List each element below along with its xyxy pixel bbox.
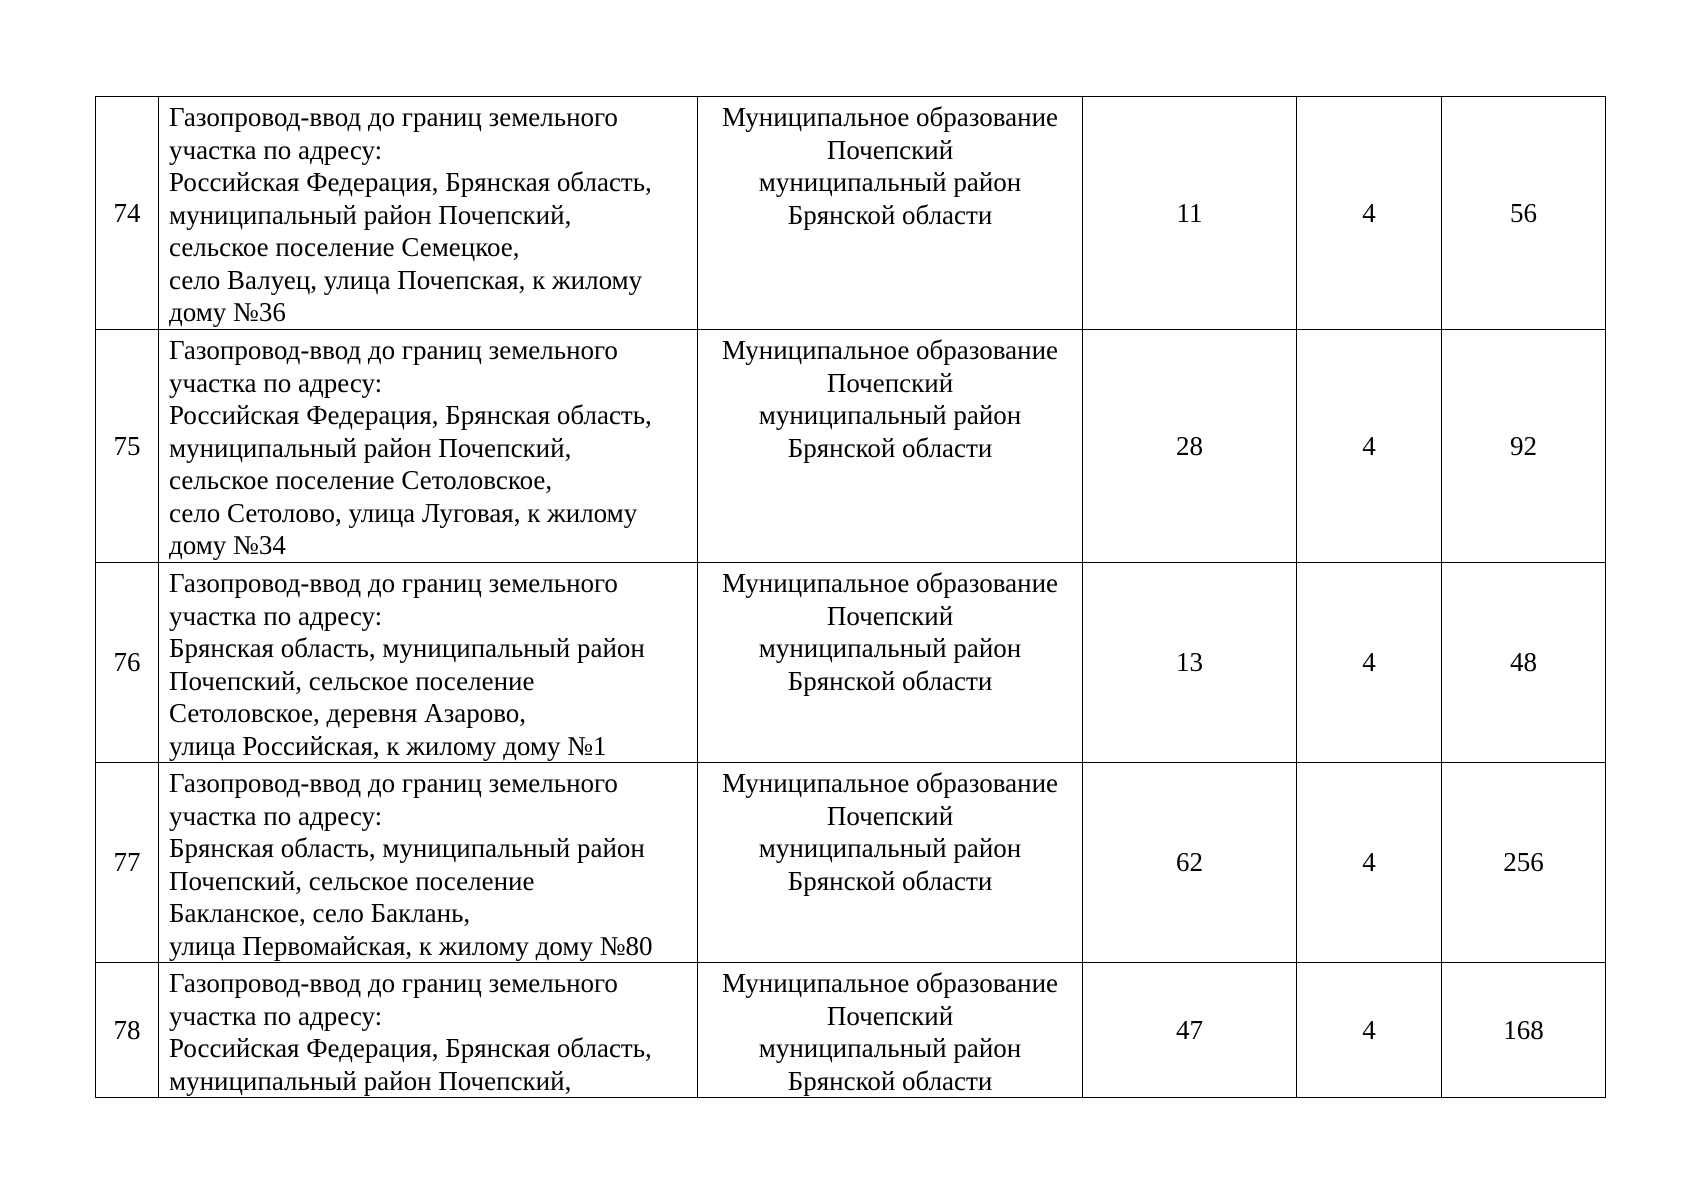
object-line: участка по адресу: xyxy=(169,134,383,165)
object-line: Российская Федерация, Брянская область, xyxy=(169,167,652,197)
object-line: муниципальный район Почепский, xyxy=(169,1065,572,1096)
row-number: 78 xyxy=(96,963,159,1098)
row-number: 77 xyxy=(96,763,159,963)
object-line: Брянская область, муниципальный район xyxy=(169,833,645,863)
value-col6: 256 xyxy=(1442,763,1606,963)
owner-line: Почепский xyxy=(826,600,954,631)
object-line: участка по адресу: xyxy=(169,600,383,631)
table-row xyxy=(96,97,1606,330)
object-line: дому №36 xyxy=(169,297,286,327)
value-col4: 13 xyxy=(1083,563,1297,763)
value-col5: 4 xyxy=(1297,97,1442,330)
value-col4: 47 xyxy=(1083,963,1297,1098)
value-col5: 4 xyxy=(1297,963,1442,1098)
object-line: Почепский, сельское поселение xyxy=(169,665,535,696)
owner-line: Почепский xyxy=(826,800,954,831)
object-line: село Валуец, улица Почепская, к жилому xyxy=(169,264,643,295)
value-col6: 168 xyxy=(1442,963,1606,1098)
owner-cell xyxy=(698,563,1083,763)
object-description xyxy=(159,963,698,1098)
owner-line: муниципальный район xyxy=(758,400,1022,430)
owner-line: Муниципальное образование xyxy=(721,568,1059,598)
value-col6: 56 xyxy=(1442,97,1606,330)
value-col4: 62 xyxy=(1083,763,1297,963)
object-line: улица Первомайская, к жилому дому №80 xyxy=(169,930,653,961)
object-line: участка по адресу: xyxy=(169,800,383,831)
owner-line: Муниципальное образование xyxy=(721,335,1059,365)
value-col6: 92 xyxy=(1442,330,1606,563)
owner-cell xyxy=(698,963,1083,1098)
table-row xyxy=(96,963,1606,1098)
owner-line: Почепский xyxy=(826,1000,954,1031)
table-row xyxy=(96,563,1606,763)
object-line: Брянская область, муниципальный район xyxy=(169,633,645,663)
object-line: Бакланское, село Баклань, xyxy=(169,898,471,928)
value-col4: 11 xyxy=(1083,97,1297,330)
owner-line: Брянской области xyxy=(787,865,993,896)
object-description xyxy=(159,330,698,563)
owner-line: Муниципальное образование xyxy=(721,768,1059,798)
object-line: Газопровод-ввод до границ земельного xyxy=(169,768,618,798)
row-number: 76 xyxy=(96,563,159,763)
owner-cell xyxy=(698,97,1083,330)
object-line: Почепский, сельское поселение xyxy=(169,865,535,896)
owner-line: Муниципальное образование xyxy=(721,102,1059,132)
owner-line: Брянской области xyxy=(787,1065,993,1096)
object-description xyxy=(159,97,698,330)
owner-cell xyxy=(698,763,1083,963)
value-col5: 4 xyxy=(1297,763,1442,963)
object-line: Газопровод-ввод до границ земельного xyxy=(169,968,618,998)
owner-line: муниципальный район xyxy=(758,1033,1022,1063)
value-col5: 4 xyxy=(1297,563,1442,763)
object-line: сельское поселение Семецкое, xyxy=(169,232,520,262)
object-line: дому №34 xyxy=(169,530,286,560)
owner-line: Почепский xyxy=(826,367,954,398)
object-description xyxy=(159,763,698,963)
object-line: Газопровод-ввод до границ земельного xyxy=(169,335,618,365)
owner-line: Брянской области xyxy=(787,199,993,230)
owner-line: Муниципальное образование xyxy=(721,968,1059,998)
owner-line: муниципальный район xyxy=(758,833,1022,863)
table-row xyxy=(96,330,1606,563)
object-line: Газопровод-ввод до границ земельного xyxy=(169,568,618,598)
owner-cell xyxy=(698,330,1083,563)
row-number: 74 xyxy=(96,97,159,330)
object-line: участка по адресу: xyxy=(169,1000,383,1031)
gas-pipeline-table xyxy=(95,96,1606,1098)
object-line: Сетоловское, деревня Азарово, xyxy=(169,698,527,728)
owner-line: Брянской области xyxy=(787,432,993,463)
owner-line: Почепский xyxy=(826,134,954,165)
owner-line: муниципальный район xyxy=(758,167,1022,197)
table-row xyxy=(96,763,1606,963)
object-line: Газопровод-ввод до границ земельного xyxy=(169,102,618,132)
object-line: муниципальный район Почепский, xyxy=(169,432,572,463)
object-line: село Сетолово, улица Луговая, к жилому xyxy=(169,497,638,528)
value-col5: 4 xyxy=(1297,330,1442,563)
owner-line: муниципальный район xyxy=(758,633,1022,663)
object-line: Российская Федерация, Брянская область, xyxy=(169,400,652,430)
owner-line: Брянской области xyxy=(787,665,993,696)
value-col4: 28 xyxy=(1083,330,1297,563)
object-line: улица Российская, к жилому дому №1 xyxy=(169,730,607,761)
object-line: участка по адресу: xyxy=(169,367,383,398)
value-col6: 48 xyxy=(1442,563,1606,763)
object-line: Российская Федерация, Брянская область, xyxy=(169,1033,652,1063)
object-line: муниципальный район Почепский, xyxy=(169,199,572,230)
object-description xyxy=(159,563,698,763)
row-number: 75 xyxy=(96,330,159,563)
object-line: сельское поселение Сетоловское, xyxy=(169,465,553,495)
